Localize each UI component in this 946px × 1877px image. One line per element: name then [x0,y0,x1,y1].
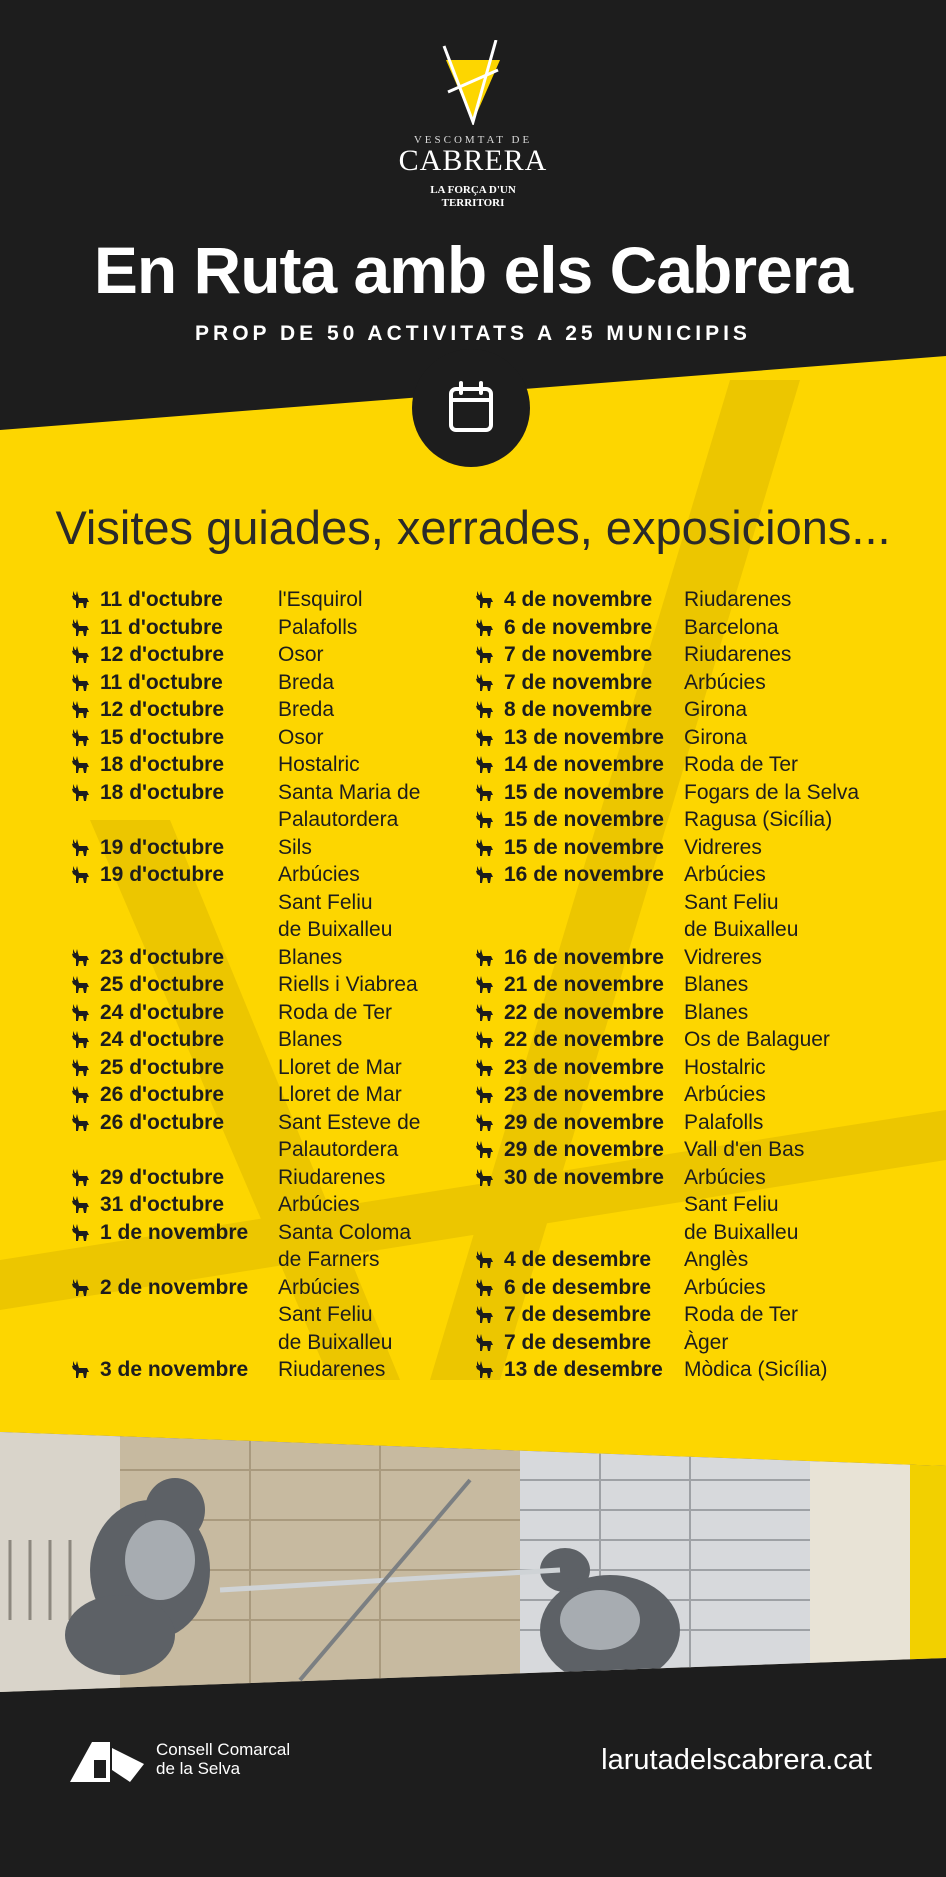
event-row [70,861,468,944]
event-date: 15 de novembre [504,835,664,859]
event-place-line: Sant Feliu [278,890,373,914]
event-place [278,1026,468,1054]
stag-icon [70,999,100,1027]
stag-icon [70,586,100,614]
stag-icon [70,1026,100,1054]
stag-icon [70,1219,100,1247]
stag-icon [70,1054,100,1082]
stag-icon [70,724,100,752]
event-place-line: Ragusa (Sicília) [684,808,833,831]
event-row [70,1164,468,1192]
event-row [474,1246,874,1274]
event-place-line: de Buixalleu [278,1330,393,1354]
event-date: 23 d'octubre [100,945,225,969]
event-place [684,971,874,999]
event-place [278,971,468,999]
event-place [684,1026,874,1054]
event-place [684,614,874,642]
stag-icon [70,696,100,724]
event-row [70,971,468,999]
stag-icon [70,861,100,889]
event-date: 25 d'octubre [100,1055,225,1079]
stag-icon [70,1274,100,1302]
event-place-line: l'Esquirol [278,588,363,611]
knights-photo [0,1420,946,1700]
event-row [474,696,874,724]
event-place-line: Lloret de Mar [278,1083,402,1106]
event-date: 29 de novembre [504,1138,664,1161]
event-row [70,669,468,697]
event-date: 26 d'octubre [100,1083,225,1106]
event-place [684,1329,874,1357]
event-place-line: de Buixalleu [684,918,799,941]
event-row [70,999,468,1027]
event-row [474,669,874,697]
event-place-line: Vidreres [684,835,762,859]
event-place-line: Riudarenes [684,643,792,666]
event-place [278,999,468,1027]
consell-line1: Consell Comarcal [156,1740,291,1759]
stag-icon [474,724,504,752]
event-date: 29 d'octubre [100,1165,225,1189]
event-row [70,779,468,834]
stag-icon [474,1246,504,1274]
event-place-line: Sant Feliu [684,1193,779,1216]
event-row [474,1356,874,1384]
event-place [278,944,468,972]
events-list-right [474,586,874,1384]
logo-tagline [0,184,946,210]
event-row [474,971,874,999]
event-place-line: de Buixalleu [278,918,393,941]
event-date: 21 de novembre [504,973,664,996]
event-date: 11 d'octubre [100,615,223,639]
stag-icon [474,806,504,834]
event-row [474,1136,874,1164]
calendar-icon [448,381,494,433]
event-place-line: Vidreres [684,945,762,969]
logo-tagline-line2: TERRITORI [441,197,505,209]
event-place [684,1301,874,1329]
event-place [278,1356,468,1384]
event-place-line: Arbúcies [684,670,766,694]
event-row [474,806,874,834]
event-place [278,1274,468,1357]
event-place-line: Àger [684,1330,729,1354]
event-place-line: Sant Esteve de [278,1110,421,1134]
event-place [278,586,468,614]
event-place [684,1109,874,1137]
stag-icon [70,751,100,779]
event-place-line: Mòdica (Sicília) [684,1358,828,1381]
event-date: 3 de novembre [100,1358,249,1381]
event-place [278,1081,468,1109]
event-place-line: Riudarenes [684,588,792,611]
stag-icon [474,861,504,889]
stag-icon [474,614,504,642]
event-place [684,724,874,752]
event-place-line: de Farners [278,1248,380,1271]
event-row [70,614,468,642]
event-place-line: Fogars de la Selva [684,780,860,804]
event-date: 7 de novembre [504,643,653,666]
event-place [684,1164,874,1247]
event-date: 22 de novembre [504,1028,664,1051]
page-subtitle: PROP DE 50 ACTIVITATS A 25 MUNICIPIS [195,322,751,345]
event-date: 19 d'octubre [100,863,225,886]
event-date: 13 de novembre [504,725,664,749]
event-date: 15 de novembre [504,780,664,804]
event-place [278,834,468,862]
event-place [278,1219,468,1274]
consell-text [156,1740,290,1778]
event-place-line: Girona [684,725,748,749]
event-place [684,669,874,697]
event-row [70,641,468,669]
event-row [474,1026,874,1054]
event-date: 15 de novembre [504,808,664,831]
event-place-line: Vall d'en Bas [684,1138,805,1161]
event-row [70,834,468,862]
event-date: 25 d'octubre [100,973,225,996]
website-link[interactable]: larutadelscabrera.cat [601,1744,872,1776]
event-place-line: Blanes [684,973,749,996]
event-place [278,1054,468,1082]
page-title: En Ruta amb els Cabrera [93,233,853,307]
event-row [70,1026,468,1054]
event-row [70,1109,468,1164]
event-date: 14 de novembre [504,753,664,776]
stag-icon [70,1356,100,1384]
event-place [278,751,468,779]
event-date: 16 de novembre [504,945,664,969]
event-place-line: Blanes [278,945,343,969]
event-place [278,1191,468,1219]
event-date: 13 de desembre [504,1358,663,1381]
event-place [684,641,874,669]
event-place [278,724,468,752]
stag-icon [474,999,504,1027]
event-place [684,1246,874,1274]
event-place-line: Riells i Viabrea [278,973,418,996]
event-place-line: Sils [278,835,312,859]
event-place [278,861,468,944]
event-row [70,751,468,779]
event-place [684,1136,874,1164]
stag-icon [70,971,100,999]
event-date: 11 d'octubre [100,588,223,611]
event-row [474,779,874,807]
logo-v-icon [438,40,508,125]
stag-icon [474,971,504,999]
stag-icon [474,751,504,779]
event-place-line: Palautordera [278,808,399,831]
consell-comarcal-logo [70,1734,290,1784]
event-place-line: Breda [278,698,335,721]
stag-icon [70,669,100,697]
event-date: 29 de novembre [504,1110,664,1134]
event-date: 19 d'octubre [100,835,225,859]
stag-icon [474,696,504,724]
event-place-line: Barcelona [684,615,779,639]
event-date: 23 de novembre [504,1055,664,1079]
event-row [474,1164,874,1247]
event-place [278,696,468,724]
event-place [684,1274,874,1302]
event-row [70,586,468,614]
event-row [70,724,468,752]
event-place-line: Arbúcies [684,1083,766,1106]
stag-icon [70,1109,100,1137]
event-place [684,1081,874,1109]
event-place-line: Hostalric [278,753,360,776]
event-row [474,1301,874,1329]
event-row [474,586,874,614]
event-row [474,834,874,862]
event-place [684,944,874,972]
event-place [684,751,874,779]
event-date: 31 d'octubre [100,1193,225,1216]
event-date: 7 de desembre [504,1330,652,1354]
event-row [70,1081,468,1109]
stag-icon [474,1054,504,1082]
event-place-line: Os de Balaguer [684,1028,830,1051]
event-place-line: Sant Feliu [684,890,779,914]
event-date: 18 d'octubre [100,780,225,804]
event-place-line: Hostalric [684,1055,766,1079]
calendar-badge [412,349,530,467]
stag-icon [474,641,504,669]
stag-icon [70,1164,100,1192]
event-place-line: Anglès [684,1248,749,1271]
stag-icon [70,641,100,669]
stag-icon [474,1136,504,1164]
event-date: 4 de novembre [504,588,653,611]
event-date: 22 de novembre [504,1000,664,1024]
event-place-line: Blanes [684,1000,749,1024]
event-place [278,1109,468,1164]
event-row [474,999,874,1027]
event-place-line: Osor [278,725,324,749]
event-date: 26 d'octubre [100,1110,225,1134]
event-date: 16 de novembre [504,863,664,886]
event-row [474,724,874,752]
section-heading: Visites guiades, xerrades, exposicions... [55,501,891,554]
event-date: 24 d'octubre [100,1000,225,1024]
event-row [70,1191,468,1219]
event-row [70,1054,468,1082]
event-place [684,861,874,944]
event-place [684,1356,874,1384]
stag-icon [70,614,100,642]
event-place-line: Arbúcies [684,1165,766,1189]
event-row [474,1329,874,1357]
event-place-line: de Buixalleu [684,1220,799,1244]
event-place [684,586,874,614]
stag-icon [474,779,504,807]
event-date: 12 d'octubre [100,698,225,721]
stag-icon [474,1301,504,1329]
event-place [684,1054,874,1082]
stag-icon [70,1081,100,1109]
event-place-line: Palafolls [278,615,358,639]
event-place [684,696,874,724]
event-place-line: Blanes [278,1028,343,1051]
event-date: 7 de desembre [504,1303,652,1326]
event-place-line: Roda de Ter [278,1000,393,1024]
consell-line2: de la Selva [156,1759,241,1778]
stag-icon [474,944,504,972]
event-row [474,614,874,642]
stag-icon [70,944,100,972]
stag-icon [474,1329,504,1357]
event-date: 30 de novembre [504,1165,664,1189]
logo-brand-top: VESCOMTAT DE [413,134,533,146]
event-row [70,1356,468,1384]
stag-icon [474,669,504,697]
event-row [474,861,874,944]
event-place-line: Sant Feliu [278,1303,373,1326]
event-row [474,1081,874,1109]
event-place-line: Breda [278,670,335,694]
event-place-line: Arbúcies [278,863,360,886]
event-place-line: Riudarenes [278,1358,386,1381]
stag-icon [70,1191,100,1219]
event-place-line: Arbúcies [684,863,766,886]
event-row [70,696,468,724]
event-row [474,1054,874,1082]
event-place [684,779,874,807]
event-date: 6 de novembre [504,615,653,639]
event-place-line: Arbúcies [278,1193,360,1216]
event-place-line: Arbúcies [278,1275,360,1299]
event-date: 15 d'octubre [100,725,225,749]
event-place [278,1164,468,1192]
event-place-line: Palafolls [684,1110,764,1134]
logo-brand-main: CABRERA [398,144,548,177]
event-row [70,944,468,972]
event-place [684,834,874,862]
stag-icon [70,779,100,807]
event-date: 23 de novembre [504,1083,664,1106]
event-place-line: Arbúcies [684,1275,766,1299]
event-place [278,779,468,834]
events-list-left [70,586,468,1384]
event-place-line: Santa Coloma [278,1220,412,1244]
stag-icon [70,834,100,862]
stag-icon [474,1109,504,1137]
event-row [70,1219,468,1274]
event-place-line: Santa Maria de [278,780,421,804]
event-place-line: Girona [684,698,748,721]
stag-icon [474,1026,504,1054]
event-date: 7 de novembre [504,670,653,694]
logo-tagline-line1: LA FORÇA D'UN [430,184,516,196]
event-date: 8 de novembre [504,698,653,721]
stag-icon [474,1274,504,1302]
event-place-line: Palautordera [278,1138,399,1161]
event-place-line: Riudarenes [278,1165,386,1189]
event-place-line: Osor [278,643,324,666]
stag-icon [474,1164,504,1192]
event-date: 2 de novembre [100,1275,249,1299]
event-date: 1 de novembre [100,1220,249,1244]
stag-icon [474,586,504,614]
event-row [474,1109,874,1137]
event-date: 11 d'octubre [100,670,223,694]
event-row [474,1274,874,1302]
stag-icon [474,1356,504,1384]
event-row [474,641,874,669]
event-place [684,999,874,1027]
stag-icon [474,834,504,862]
vescomtat-logo [0,40,946,210]
event-date: 4 de desembre [504,1248,652,1271]
event-place-line: Roda de Ter [684,1303,799,1326]
event-place [278,669,468,697]
event-place [278,641,468,669]
event-date: 12 d'octubre [100,643,225,666]
event-place [278,614,468,642]
event-place-line: Roda de Ter [684,753,799,776]
event-date: 18 d'octubre [100,753,225,776]
event-row [474,751,874,779]
event-place [684,806,874,834]
event-date: 6 de desembre [504,1275,652,1299]
event-row [474,944,874,972]
event-place-line: Lloret de Mar [278,1055,402,1079]
stag-icon [474,1081,504,1109]
event-row [70,1274,468,1357]
consell-selva-icon [70,1734,144,1784]
event-date: 24 d'octubre [100,1028,225,1051]
